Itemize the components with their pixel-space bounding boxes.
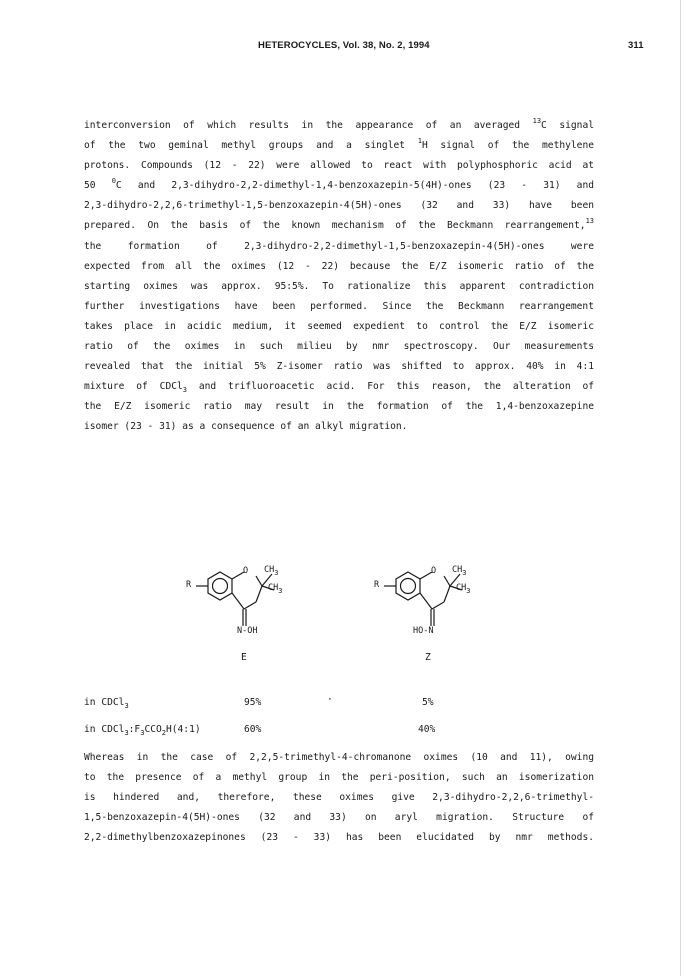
text-line: Whereas in the case of 2,2,5-trimethyl-4-chromanone oximes (10 and 11), owing	[84, 752, 594, 763]
running-header: HETEROCYCLES, Vol. 38, No. 2, 1994	[258, 40, 430, 51]
text-line: expected from all the oximes (12 - 22) because the E/Z isomeric ratio of the	[84, 260, 594, 272]
text-line: the E/Z isomeric ratio may result in the formation of the 1,4-benzoxazepine	[84, 401, 594, 413]
text-line: the formation of 2,3-dihydro-2,2-dimethyl-1,5-benzoxazepin-4(5H)-ones were	[84, 240, 594, 252]
e-bond	[256, 576, 262, 586]
page-number: 311	[628, 40, 644, 51]
z-aromatic-circle	[401, 579, 416, 594]
z-benzene-ring	[396, 572, 420, 600]
z-bond	[444, 576, 450, 586]
z-isomer-label: Z	[425, 652, 431, 663]
e-bond	[244, 602, 256, 609]
e-methyl-label: $CH_3$	[264, 565, 279, 577]
text-line: 1,5-benzoxazepin-4(5H)-ones (32 and 33) on aryl migration. Structure of	[84, 812, 594, 824]
stray-dot: ·	[327, 694, 333, 705]
paragraph-2	[84, 748, 594, 848]
e-aromatic-circle	[213, 579, 228, 594]
ratio-row-1-z: 5%	[422, 697, 434, 708]
text-line: to the presence of a methyl group in the peri-position, such an isomerization	[84, 772, 594, 784]
z-oxime-structure	[384, 572, 462, 626]
text-line: of the two geminal methyl groups and a singlet $^1$H signal of the methylene	[84, 137, 594, 152]
text-line: 50 $^0$C and 2,3-dihydro-2,2-dimethyl-1,4-benzoxazepin-5(4H)-ones (23 - 31) and	[84, 177, 594, 192]
e-bond	[256, 586, 262, 602]
e-r-group: R	[186, 580, 192, 590]
text-line: protons. Compounds (12 - 22) were allowed to react with polyphosphoric acid at	[84, 160, 594, 172]
ratio-row-2-z: 40%	[418, 724, 436, 735]
text-line: takes place in acidic medium, it seemed expedient to control the E/Z isomeric	[84, 320, 594, 332]
text-line: isomer (23 - 31) as a consequence of an alkyl migration.	[84, 421, 408, 433]
text-line: is hindered and, therefore, these oximes give 2,3-dihydro-2,2,6-trimethyl-	[84, 792, 594, 804]
z-bond	[444, 586, 450, 602]
text-line: starting oximes was approx. 95:5%. To rationalize this apparent contradiction	[84, 280, 594, 292]
z-oxime-group: HO-N	[413, 626, 434, 636]
text-line: prepared. On the basis of the known mechanism of the Beckmann rearrangement,$^{13}$	[84, 217, 594, 232]
e-isomer-label: E	[241, 652, 247, 663]
text-line: ratio of the oximes in such milieu by nmr spectroscopy. Our measurements	[84, 341, 594, 353]
text-line: 2,2-dimethylbenzoxazepinones (23 - 33) has been elucidated by nmr methods.	[84, 832, 594, 844]
ratio-row-2-e: 60%	[244, 724, 262, 735]
text-line: mixture of CDCl$_3$ and trifluoroacetic acid. For this reason, the alteration of	[84, 381, 594, 395]
e-bond	[232, 593, 244, 609]
text-line: 2,3-dihydro-2,2,6-trimethyl-1,5-benzoxazepin-4(5H)-ones (32 and 33) have been	[84, 200, 594, 212]
z-methyl-label: $CH_3$	[456, 583, 471, 595]
z-r-group: R	[374, 580, 380, 590]
z-bond	[420, 593, 432, 609]
z-ring-oxygen: O	[431, 566, 437, 576]
ratio-row-2-solvent: in $CDCl_3:F_3CCO_2H(4:1)$	[84, 724, 201, 737]
ratio-row-1-solvent: in CDCl$_3$	[84, 697, 129, 710]
z-bond	[432, 602, 444, 609]
text-line: revealed that the initial 5% Z-isomer ratio was shifted to approx. 40% in 4:1	[84, 361, 594, 373]
e-methyl-label: $CH_3$	[268, 583, 283, 595]
ratio-row-1-e: 95%	[244, 697, 262, 708]
text-line: further investigations have been performed. Since the Beckmann rearrangement	[84, 300, 594, 312]
e-benzene-ring	[208, 572, 232, 600]
page-edge-line	[680, 0, 681, 976]
z-methyl-label: $CH_3$	[452, 565, 467, 577]
e-oxime-group: N-OH	[237, 626, 258, 636]
e-oxime-structure	[196, 572, 274, 626]
e-ring-oxygen: O	[243, 566, 249, 576]
text-line: interconversion of which results in the appearance of an averaged $^{13}$C signal	[84, 117, 594, 131]
